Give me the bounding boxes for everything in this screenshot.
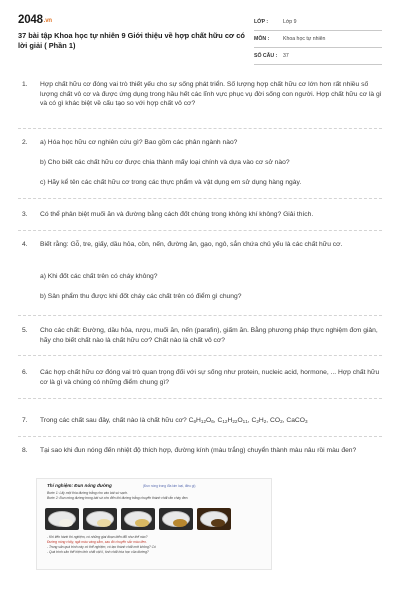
- bowl-dish: [124, 511, 152, 527]
- site-logo[interactable]: [18, 14, 52, 26]
- chemical-formulas: $C_6H_{12}O_6$, $C_{12}H_{22}O_{11}$, $C_2H_2$, $CO_2$, CaCO$_3$: [188, 417, 308, 424]
- figure-question-1: - Khi tiến hành thí nghiệm, có những giai đoạn biến đổi như thế nào?: [47, 535, 148, 539]
- divider: [18, 398, 382, 399]
- logo-suffix: .vn: [43, 18, 52, 24]
- question-4-a: a) Khi đốt các chất trên có cháy không?: [40, 273, 158, 280]
- question-number: 3.: [22, 211, 28, 218]
- question-text: a) Hóa học hữu cơ nghiên cứu gì? Bao gồm các phân ngành nào?: [40, 139, 238, 146]
- meta-row-count: [254, 48, 382, 65]
- question-1: [18, 80, 382, 120]
- divider: [18, 198, 382, 199]
- sugar-sample: [173, 519, 187, 527]
- question-2-c: c) Hãy kể tên các chất hữu cơ trong các thực phẩm và vật dụng em sử dụng hàng ngày.: [40, 179, 302, 186]
- question-text: Hợp chất hữu cơ đóng vai trò thiết yếu cho sự sống phát triển. Số lượng hợp chất hữu cơ lớn hơn rất nhiều số lượng chất vô cơ và được ứng dụng trong hầu hết các lĩnh vực phục vụ đời sống con người. Hợp chất hữu cơ là gì và có gì khác biệt về cấu tạo so với hợp chất vô cơ?: [40, 81, 382, 108]
- question-5: [18, 326, 382, 346]
- question-text: Có thể phân biệt muối ăn và đường bằng cách đốt chúng trong không khí không? Giải thích.: [40, 211, 314, 218]
- meta-value: Khoa học tự nhiên: [283, 36, 326, 42]
- sugar-bowl-photo: [197, 508, 231, 530]
- figure-step-1: Bước 1: Lấy một thìa đường trắng cho vào bát sứ sạch.: [47, 491, 128, 495]
- sugar-sample: [211, 519, 225, 527]
- question-number: 8.: [22, 447, 28, 454]
- logo-text: 2048: [18, 14, 43, 26]
- sugar-bowl-photo: [45, 508, 79, 530]
- question-number: 5.: [22, 327, 28, 334]
- question-number: 4.: [22, 241, 28, 248]
- question-3: [18, 210, 382, 220]
- document-meta: [254, 14, 382, 65]
- figure-note: (Đun nóng trong đĩa kim loại, điều gì): [143, 484, 196, 488]
- figure-question-2: - Trong sản quá trình này có thể nghiệm, có tạo thành chất mới không? Có: [47, 545, 156, 549]
- sugar-bowl-photos: [45, 508, 267, 530]
- figure-title: Thí nghiệm: Đun nóng đường: [47, 483, 112, 488]
- bowl-dish: [48, 511, 76, 527]
- question-number: 6.: [22, 369, 28, 376]
- question-7-prefix: Trong các chất sau đây, chất nào là chất hữu cơ?: [40, 417, 187, 424]
- divider: [18, 128, 382, 129]
- bowl-dish: [162, 511, 190, 527]
- question-text: Biết rằng: Gỗ, tre, giấy, dầu hỏa, cồn, nến, đường ăn, gạo, ngô, sắn chứa chủ yếu là các chất hữu cơ.: [40, 241, 343, 248]
- question-text: [40, 416, 382, 427]
- question-7: [18, 416, 382, 426]
- page-title: 37 bài tập Khoa học tự nhiên 9 Giới thiệu về hợp chất hữu cơ có lời giải ( Phần 1): [18, 31, 245, 50]
- question-number: 2.: [22, 139, 28, 146]
- divider: [18, 436, 382, 437]
- meta-value: 37: [283, 53, 289, 59]
- experiment-figure: [36, 478, 272, 570]
- meta-key: MÔN :: [254, 36, 270, 42]
- question-4: [18, 240, 382, 260]
- question-6: [18, 368, 382, 388]
- question-8: [18, 446, 382, 466]
- meta-value: Lớp 9: [283, 19, 297, 25]
- sugar-bowl-photo: [121, 508, 155, 530]
- meta-row-class: [254, 14, 382, 31]
- bowl-dish: [200, 511, 228, 527]
- question-number: 7.: [22, 417, 28, 424]
- sugar-sample: [135, 519, 149, 527]
- divider: [18, 315, 382, 316]
- sugar-bowl-photo: [159, 508, 193, 530]
- question-4-b: b) Sản phẩm thu được khi đốt cháy các chất trên có điểm gì chung?: [40, 293, 242, 300]
- meta-key: LỚP :: [254, 19, 269, 25]
- question-text: Cho các chất: Đường, dầu hỏa, rượu, muối ăn, nến (parafin), giấm ăn. Bằng phương pháp thực nghiệm đơn giản, hãy cho biết chất nào là chất hữu cơ? Chất nào là chất vô cơ?: [40, 327, 378, 344]
- question-text: Tại sao khi đun nóng đến nhiệt độ thích hợp, đường kính (màu trắng) chuyển thành màu nâu rồi màu đen?: [40, 447, 357, 454]
- meta-row-subject: [254, 31, 382, 48]
- figure-question-3: - Quá trình sản thể hiện tính chất vật lí, tính chất hóa học của đường?: [47, 550, 149, 554]
- sugar-bowl-photo: [83, 508, 117, 530]
- question-2: [18, 138, 382, 148]
- document-header: [18, 14, 382, 66]
- question-2-b: b) Cho biết các chất hữu cơ được chia thành mấy loại chính và dựa vào cơ sở nào?: [40, 159, 290, 166]
- question-number: 1.: [22, 81, 28, 88]
- question-text: Các hợp chất hữu cơ đóng vai trò quan trọng đối với sự sống như protein, nucleic acid, hormone, ... Hợp chất hữu cơ là gì và chúng có những điểm chung gì?: [40, 369, 380, 386]
- figure-step-2: Bước 2: Đun nóng đường trong bát sứ cho đến khi đường trắng chuyển thành chất rắn cháy đen.: [47, 496, 189, 500]
- divider: [18, 355, 382, 356]
- sugar-sample: [97, 519, 111, 527]
- divider: [18, 230, 382, 231]
- bowl-dish: [86, 511, 114, 527]
- meta-key: SỐ CÂU :: [254, 53, 278, 59]
- sugar-sample: [59, 519, 73, 527]
- figure-answer-1: Đường nóng chảy, ngả màu vàng sẫm, sau đó chuyển sắc màu đen.: [47, 540, 147, 544]
